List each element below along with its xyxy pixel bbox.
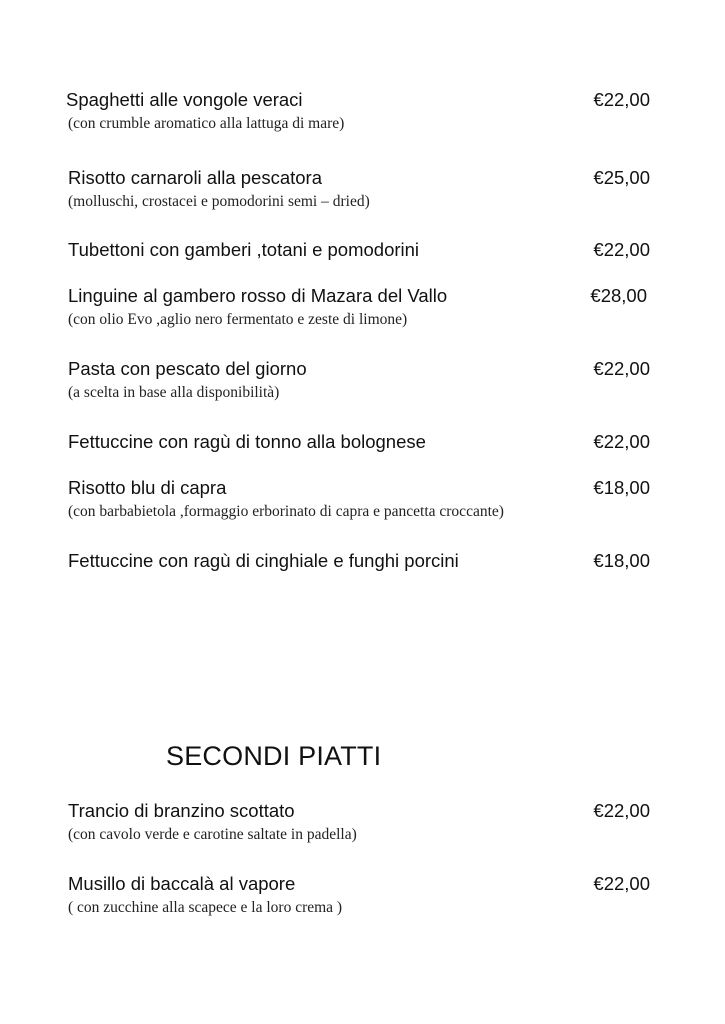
dish-name: Fettuccine con ragù di cinghiale e funghi porcini — [68, 550, 459, 571]
dish-price: €22,00 — [593, 873, 650, 894]
section-title: SECONDI PIATTI — [166, 741, 382, 771]
dish-name: Trancio di branzino scottato — [68, 800, 295, 821]
dish-price: €18,00 — [593, 550, 650, 571]
dish-description: (a scelta in base alla disponibilità) — [68, 384, 280, 401]
dish-name: Linguine al gambero rosso di Mazara del Vallo — [68, 285, 448, 306]
dish-name: Risotto carnaroli alla pescatora — [68, 167, 322, 188]
dish-name: Musillo di baccalà al vapore — [68, 873, 296, 894]
dish-name: Risotto blu di capra — [68, 477, 227, 498]
dish-name: Spaghetti alle vongole veraci — [66, 89, 303, 110]
dish-description: (con olio Evo ,aglio nero fermentato e zeste di limone) — [68, 311, 408, 328]
dish-name: Pasta con pescato del giorno — [68, 358, 307, 379]
dish-price: €22,00 — [593, 431, 650, 452]
dish-name: Tubettoni con gamberi ,totani e pomodorini — [68, 239, 420, 260]
dish-description: ( con zucchine alla scapece e la loro crema ) — [68, 899, 343, 916]
dish-description: (con crumble aromatico alla lattuga di mare) — [68, 115, 345, 132]
dish-price: €28,00 — [590, 285, 647, 306]
dish-price: €22,00 — [593, 358, 650, 379]
dish-description: (con barbabietola ,formaggio erborinato di capra e pancetta croccante) — [68, 503, 504, 520]
dish-price: €22,00 — [593, 800, 650, 821]
dish-description: (con cavolo verde e carotine saltate in padella) — [68, 826, 357, 843]
dish-price: €25,00 — [593, 167, 650, 188]
dish-price: €22,00 — [593, 239, 650, 260]
dish-price: €22,00 — [593, 89, 650, 110]
dish-description: (molluschi, crostacei e pomodorini semi – dried) — [68, 193, 370, 210]
dish-price: €18,00 — [593, 477, 650, 498]
dish-name: Fettuccine con ragù di tonno alla bolognese — [68, 431, 426, 452]
